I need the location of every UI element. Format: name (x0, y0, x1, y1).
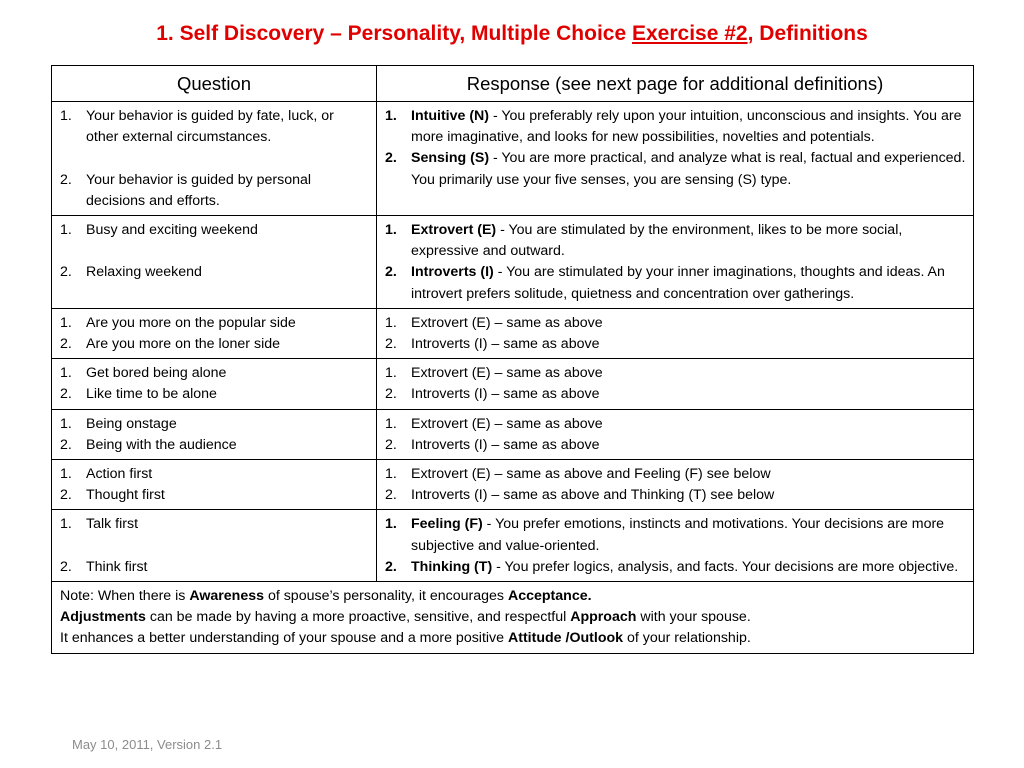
question-text: Like time to be alone (86, 386, 217, 403)
note-cell (52, 582, 974, 654)
question-number: 2. (60, 264, 72, 281)
personality-type-term: Introverts (I) (411, 264, 494, 281)
response-item (385, 557, 967, 578)
question-text: Relaxing weekend (86, 264, 202, 281)
note-line-1: Note: When there is Awareness of spouse’s personality, it encourages Acceptance. (60, 588, 592, 605)
question-item (60, 514, 370, 535)
response-text (411, 148, 967, 190)
page-title (0, 22, 1024, 46)
question-item (60, 557, 370, 578)
title-exercise-number: Exercise #2 (632, 22, 748, 45)
question-cell (52, 359, 377, 409)
question-number: 2. (60, 386, 72, 403)
response-description: Extrovert (E) – same as above and Feeling (F) see below (411, 466, 771, 483)
response-cell (377, 510, 974, 582)
question-number: 1. (60, 365, 72, 382)
table-row (52, 216, 974, 309)
question-text: Are you more on the loner side (86, 336, 281, 353)
response-text (411, 262, 967, 304)
question-text: Your behavior is guided by fate, luck, or other external circumstances. (86, 108, 334, 146)
question-number: 2. (60, 336, 72, 353)
note-line-3: It enhances a better understanding of your spouse and a more positive Attitude /Outlook of your relationship. (60, 630, 751, 647)
question-cell (52, 102, 377, 216)
response-item (385, 435, 967, 456)
response-text (411, 435, 967, 456)
response-item (385, 148, 967, 190)
response-item (385, 514, 967, 556)
response-text (411, 464, 967, 485)
response-text (411, 106, 967, 148)
response-number: 1. (385, 415, 397, 432)
response-text (411, 514, 967, 556)
question-number: 2. (60, 171, 72, 188)
table-row (52, 359, 974, 409)
response-number: 2. (385, 436, 397, 453)
question-cell (52, 460, 377, 510)
personality-type-term: Intuitive (N) (411, 108, 490, 124)
footer-date-version: May 10, 2011, Version 2.1 (72, 737, 223, 752)
response-cell (377, 409, 974, 459)
title-suffix: , Definitions (747, 22, 868, 45)
response-cell (377, 460, 974, 510)
question-item (60, 220, 370, 241)
definitions-table (51, 65, 974, 654)
response-description: - You prefer emotions, instincts and motivations. Your decisions are more subjective and value-oriented. (411, 516, 945, 554)
note-line-2: Adjustments can be made by having a more proactive, sensitive, and respectful Approach with your spouse. (60, 609, 751, 626)
response-number: 2. (385, 386, 397, 403)
question-item (60, 435, 370, 456)
response-cell (377, 216, 974, 309)
question-text: Being with the audience (86, 436, 237, 453)
table-row (52, 460, 974, 510)
response-description: Introverts (I) – same as above and Thinking (T) see below (411, 487, 775, 504)
question-text: Action first (86, 466, 153, 483)
question-cell (52, 308, 377, 358)
question-item (60, 485, 370, 506)
question-item (60, 414, 370, 435)
response-number: 1. (385, 222, 397, 238)
response-cell (377, 308, 974, 358)
response-number: 1. (385, 365, 397, 382)
response-description: Introverts (I) – same as above (411, 336, 600, 353)
response-item (385, 384, 967, 405)
response-item (385, 220, 967, 262)
table-row (52, 409, 974, 459)
response-description: - You are stimulated by your inner imaginations, thoughts and ideas. An introvert prefers solitude, quietness and concentration over gatherings. (411, 264, 945, 302)
question-item (60, 262, 370, 283)
response-text (411, 334, 967, 355)
response-description: - You prefer logics, analysis, and facts. Your decisions are more objective. (492, 558, 959, 575)
question-number: 2. (60, 436, 72, 453)
personality-type-term: Extrovert (E) (411, 222, 497, 238)
response-item (385, 106, 967, 148)
question-cell (52, 216, 377, 309)
table-header-row (52, 66, 974, 102)
question-item (60, 464, 370, 485)
response-text (411, 313, 967, 334)
response-item (385, 363, 967, 384)
question-text: Thought first (86, 487, 165, 504)
response-description: - You are stimulated by the environment, likes to be more social, expressive and outward. (411, 222, 903, 260)
response-number: 2. (385, 558, 397, 575)
question-text: Are you more on the popular side (86, 314, 296, 331)
question-cell (52, 510, 377, 582)
table-row (52, 102, 974, 216)
personality-type-term: Thinking (T) (411, 558, 493, 575)
header-response: Response (see next page for additional definitions) (377, 66, 974, 102)
response-cell (377, 102, 974, 216)
response-description: Extrovert (E) – same as above (411, 365, 603, 382)
question-item (60, 334, 370, 355)
question-text: Think first (86, 558, 148, 575)
response-text (411, 557, 967, 578)
question-text: Your behavior is guided by personal decisions and efforts. (86, 171, 312, 209)
header-question: Question (52, 66, 377, 102)
question-number: 1. (60, 516, 72, 533)
table-row (52, 308, 974, 358)
question-number: 1. (60, 108, 72, 124)
response-description: - You are more practical, and analyze what is real, factual and experienced. You primarily use your five senses, you are sensing (S) type. (411, 150, 966, 188)
question-number: 1. (60, 314, 72, 331)
response-description: Introverts (I) – same as above (411, 436, 600, 453)
response-number: 2. (385, 264, 397, 281)
response-item (385, 485, 967, 506)
response-text (411, 485, 967, 506)
question-item (60, 384, 370, 405)
question-item (60, 106, 370, 148)
question-cell (52, 409, 377, 459)
question-text: Being onstage (86, 415, 177, 432)
response-text (411, 363, 967, 384)
note-row (52, 582, 974, 654)
question-item (60, 363, 370, 384)
question-number: 1. (60, 415, 72, 432)
question-text: Busy and exciting weekend (86, 222, 258, 238)
question-number: 2. (60, 558, 72, 575)
response-text (411, 414, 967, 435)
question-number: 2. (60, 487, 72, 504)
response-number: 1. (385, 314, 397, 331)
response-description: Extrovert (E) – same as above (411, 415, 603, 432)
response-number: 1. (385, 108, 397, 124)
response-number: 2. (385, 487, 397, 504)
response-item (385, 313, 967, 334)
response-text (411, 220, 967, 262)
question-text: Get bored being alone (86, 365, 227, 382)
response-number: 1. (385, 466, 397, 483)
question-text: Talk first (86, 516, 139, 533)
question-number: 1. (60, 466, 72, 483)
response-number: 1. (385, 516, 397, 533)
question-item (60, 170, 370, 212)
response-number: 2. (385, 150, 397, 167)
response-item (385, 262, 967, 304)
response-text (411, 384, 967, 405)
response-item (385, 334, 967, 355)
response-description: - You preferably rely upon your intuition, unconscious and insights. You are more imaginative, and looks for new possibilities, novelties and potentials. (411, 108, 962, 146)
personality-type-term: Sensing (S) (411, 150, 490, 167)
question-number: 1. (60, 222, 72, 238)
table-row (52, 510, 974, 582)
response-item (385, 414, 967, 435)
title-text: 1. Self Discovery – Personality, Multiple Choice (156, 22, 632, 45)
response-description: Introverts (I) – same as above (411, 386, 600, 403)
response-number: 2. (385, 336, 397, 353)
response-cell (377, 359, 974, 409)
question-item (60, 313, 370, 334)
response-description: Extrovert (E) – same as above (411, 314, 603, 331)
response-item (385, 464, 967, 485)
personality-type-term: Feeling (F) (411, 516, 483, 533)
